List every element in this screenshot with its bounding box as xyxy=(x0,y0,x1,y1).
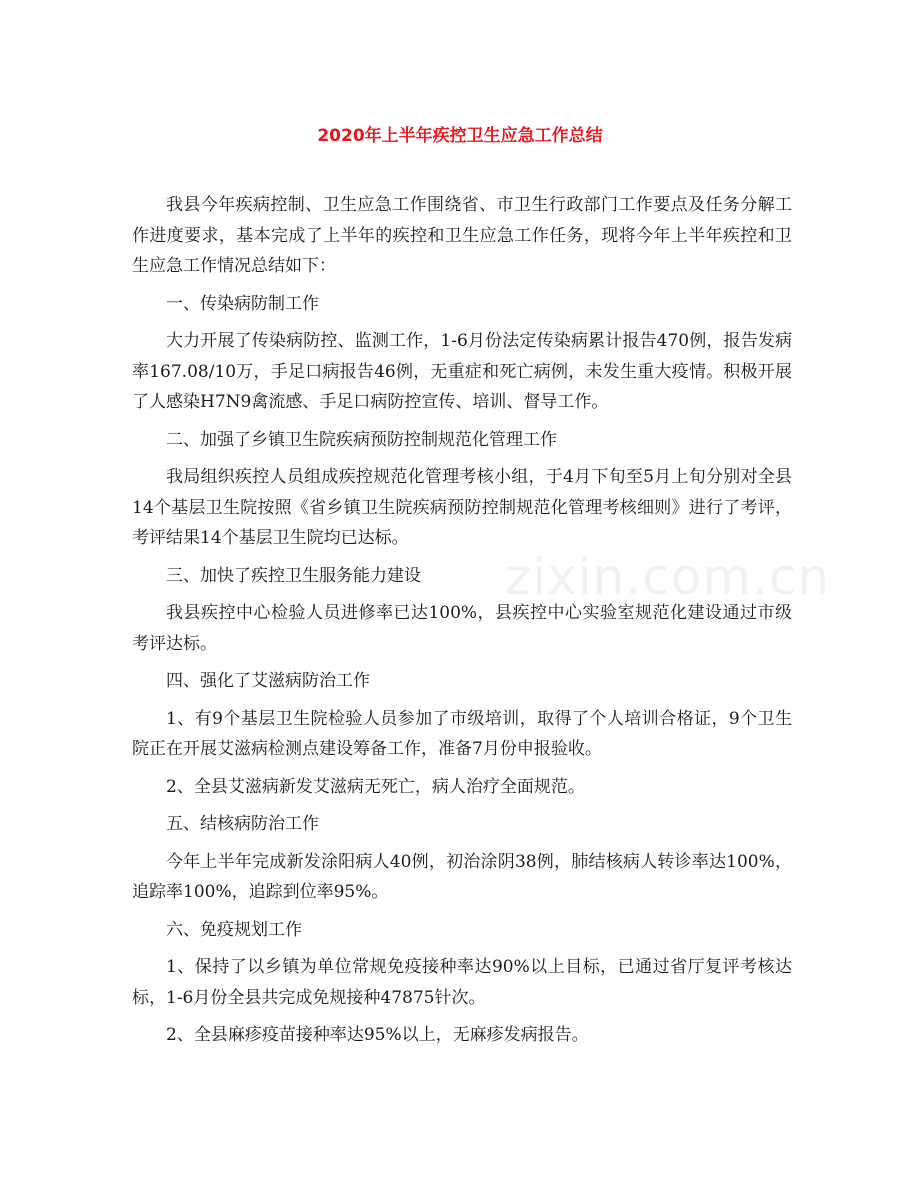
body-paragraph: 我县疾控中心检验人员进修率已达100%，县疾控中心实验室规范化建设通过市级考评达标。 xyxy=(132,603,792,654)
document-body xyxy=(132,190,792,1058)
body-paragraph: 今年上半年完成新发涂阳病人40例，初治涂阴38例，肺结核病人转诊率达100%，追踪率100%，追踪到位率95%。 xyxy=(132,851,792,902)
body-paragraph: 大力开展了传染病防控、监测工作，1-6月份法定传染病累计报告470例，报告发病率167.08/10万，手足口病报告46例，无重症和死亡病例，未发生重大疫情。积极开展了人感染H7N9禽流感、手足口病防控宣传、培训、督导工作。 xyxy=(132,331,792,412)
section-heading: 五、结核病防治工作 xyxy=(166,814,319,834)
section-heading: 二、加强了乡镇卫生院疾病预防控制规范化管理工作 xyxy=(166,429,557,450)
document-title: 2020年上半年疾控卫生应急工作总结 xyxy=(317,126,603,146)
section-heading: 四、强化了艾滋病防治工作 xyxy=(166,671,370,691)
section-heading: 六、免疫规划工作 xyxy=(166,919,302,940)
body-paragraph: 我局组织疾控人员组成疾控规范化管理考核小组，于4月下旬至5月上旬分别对全县14个基层卫生院按照《省乡镇卫生院疾病预防控制规范化管理考核细则》进行了考评，考评结果14个基层卫生院均已达标。 xyxy=(132,467,792,548)
body-paragraph: 1、保持了以乡镇为单位常规免疫接种率达90%以上目标，已通过省厅复评考核达标，1-6月份全县共完成免规接种47875针次。 xyxy=(132,957,792,1008)
watermark: zixin.com.cn xyxy=(505,548,831,606)
body-paragraph: 1、有9个基层卫生院检验人员参加了市级培训，取得了个人培训合格证，9个卫生院正在开展艾滋病检测点建设筹备工作，准备7月份申报验收。 xyxy=(132,708,792,759)
body-paragraph: 2、全县艾滋病新发艾滋病无死亡，病人治疗全面规范。 xyxy=(166,776,585,797)
section-heading: 三、加快了疾控卫生服务能力建设 xyxy=(166,565,421,586)
intro-paragraph: 我县今年疾病控制、卫生应急工作围绕省、市卫生行政部门工作要点及任务分解工作进度要求，基本完成了上半年的疾控和卫生应急工作任务，现将今年上半年疾控和卫生应急工作情况总结如下： xyxy=(132,195,792,276)
body-paragraph: 2、全县麻疹疫苗接种率达95%以上，无麻疹发病报告。 xyxy=(166,1025,589,1045)
section-heading: 一、传染病防制工作 xyxy=(166,293,319,314)
